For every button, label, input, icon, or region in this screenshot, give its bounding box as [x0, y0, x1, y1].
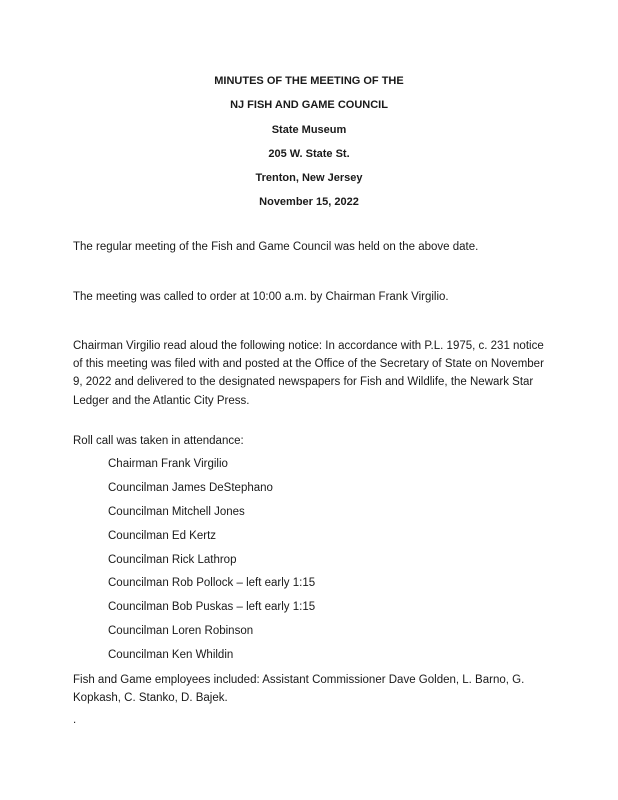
trailing-mark: .: [73, 714, 77, 726]
paragraph-regular-meeting: The regular meeting of the Fish and Game Council was held on the above date.: [73, 241, 479, 253]
roll-call-member-9: Councilman Ken Whildin: [108, 649, 234, 661]
roll-call-member-6: Councilman Rob Pollock – left early 1:15: [108, 577, 316, 589]
header-line-street-address: 205 W. State St.: [268, 148, 350, 160]
roll-call-member-8: Councilman Loren Robinson: [108, 625, 254, 637]
roll-call-member-1: Chairman Frank Virgilio: [108, 458, 228, 470]
paragraph-called-to-order: The meeting was called to order at 10:00 a.m. by Chairman Frank Virgilio.: [73, 291, 449, 303]
header-line-city-state: Trenton, New Jersey: [255, 172, 363, 184]
roll-call-member-7: Councilman Bob Puskas – left early 1:15: [108, 601, 316, 613]
roll-call-member-2: Councilman James DeStephano: [108, 482, 273, 494]
roll-call-member-3: Councilman Mitchell Jones: [108, 506, 245, 518]
paragraph-public-notice: Chairman Virgilio read aloud the following notice: In accordance with P.L. 1975, c. 231 notice of this meeting was filed with and posted at the Office of the Secretary of State on November 9, 2022 and delivered to the designated newspapers for Fish and Wildlife, the Newark Star Ledger and the Atlantic City Press.: [73, 340, 544, 407]
roll-call-member-5: Councilman Rick Lathrop: [108, 554, 237, 566]
header-line-minutes-title: MINUTES OF THE MEETING OF THE: [214, 75, 404, 87]
header-line-venue: State Museum: [271, 124, 347, 136]
header-line-meeting-date: November 15, 2022: [259, 196, 359, 208]
header-line-council-name: NJ FISH AND GAME COUNCIL: [230, 99, 388, 111]
roll-call-member-4: Councilman Ed Kertz: [108, 530, 217, 542]
paragraph-employees: Fish and Game employees included: Assistant Commissioner Dave Golden, L. Barno, G. Kopkash, C. Stanko, D. Bajek.: [73, 674, 525, 705]
paragraph-roll-call-intro: Roll call was taken in attendance:: [73, 435, 244, 447]
